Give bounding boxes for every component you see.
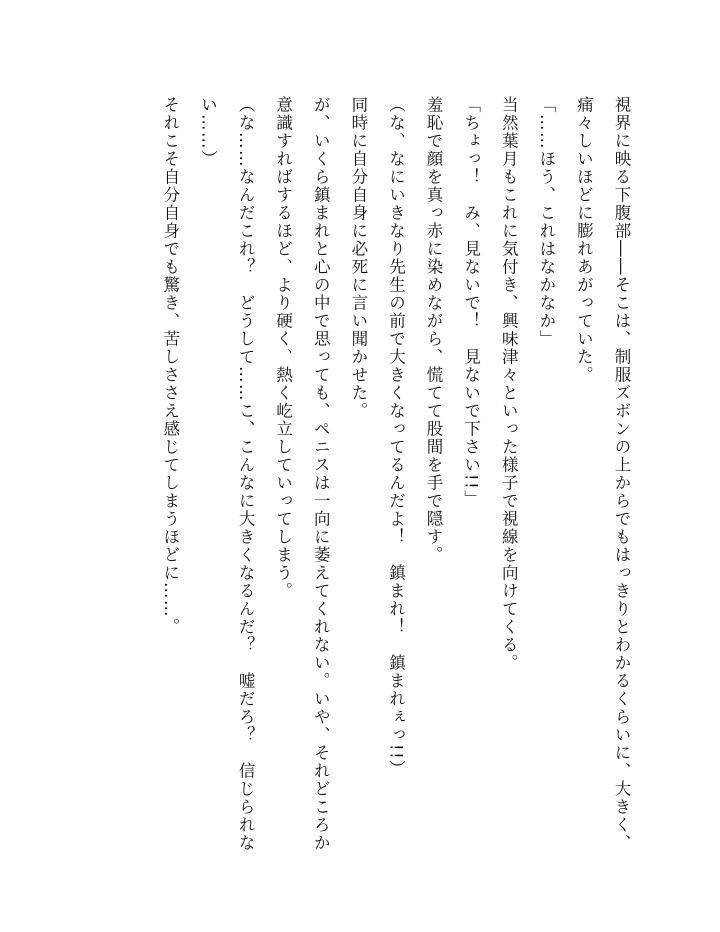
paragraph-9: （な……なんだこれ？ どうして……こ、こんなに大きくなるんだ？ 嘘だろ？ 信じられない……） [198, 96, 256, 852]
paragraph-4: 「ちょっ！ み、見ないで！ 見ないで下さい!!」 [461, 96, 481, 509]
paragraph-7: 同時に自分自身に必死に言い聞かせた。 [348, 96, 368, 420]
paragraph-3: 当然葉月もこれに気付き、興味津々といった様子で視線を向けてくる。 [499, 96, 519, 672]
paragraph-5: 羞恥で顔を真っ赤に染めながら、慌てて股間を手で隠す。 [424, 96, 444, 564]
paragraph-6: （な、なにいきなり先生の前で大きくなってるんだよ！ 鎮まれ！ 鎮まれぇっ!!） [386, 96, 406, 779]
vertical-text-body [151, 96, 640, 856]
paragraph-2: 「……ほう、これはなかなか」 [536, 96, 556, 348]
paragraph-8: が、いくら鎮まれと心の中で思っても、ペニスは一向に萎えてくれない。いや、それどころか意識すればするほど、より硬く、熱く屹立していってしまう。 [273, 96, 331, 852]
paragraph-10: それこそ自分自身でも驚き、苦しささえ感じてしまうほどに……。 [160, 96, 180, 636]
paragraph-1: 視界に映る下腹部――そこは、制服ズボンの上からでもはっきりとわかるくらいに、大きく、痛々しいほどに膨れあがっていた。 [574, 96, 631, 852]
